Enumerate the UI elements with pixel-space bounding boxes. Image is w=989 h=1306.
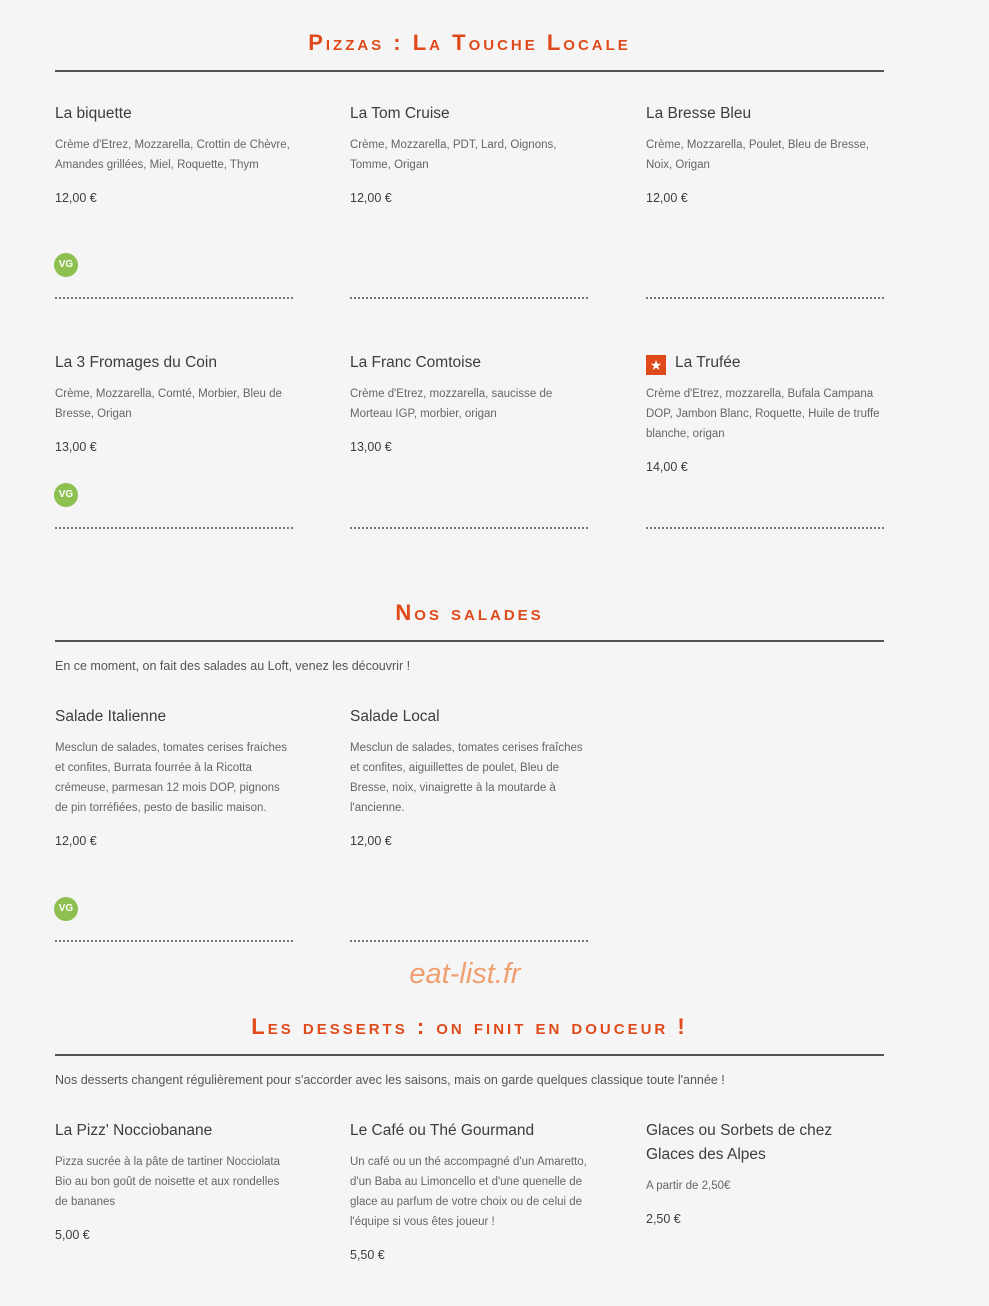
- menu-item: [55, 705, 293, 848]
- item-description: Pizza sucrée à la pâte de tartiner Nocciolata Bio au bon goût de noisette et aux rondelles de bananes: [55, 1156, 281, 1208]
- item-description: Crème, Mozzarella, Comté, Morbier, Bleu de Bresse, Origan: [55, 388, 282, 420]
- dotted-separator: [350, 940, 588, 942]
- item-description: Un café ou un thé accompagné d'un Amaretto, d'un Baba au Limoncello et d'une quenelle de glace au parfum de votre choix ou de celui de l'équipe si vous êtes joueur !: [350, 1156, 587, 1228]
- item-name: La Tom Cruise: [350, 105, 450, 122]
- item-price: 12,00 €: [55, 834, 97, 848]
- item-name: Salade Local: [350, 708, 440, 725]
- vegetarian-badge-icon: VG: [54, 897, 78, 921]
- menu-item: [350, 1119, 588, 1262]
- section-intro: Nos desserts changent régulièrement pour s'accorder avec les saisons, mais on garde quelques classique toute l'année !: [55, 1073, 725, 1087]
- item-description: Crème, Mozzarella, Poulet, Bleu de Bresse, Noix, Origan: [646, 139, 870, 171]
- item-name: La Franc Comtoise: [350, 354, 481, 371]
- section-divider: [55, 640, 884, 642]
- dotted-separator: [55, 527, 293, 529]
- section-title-pizzas: Pizzas : La Touche Locale: [308, 30, 631, 55]
- section-divider: [55, 70, 884, 72]
- item-name: [646, 351, 884, 375]
- item-price: 2,50 €: [646, 1212, 681, 1226]
- dotted-separator: [350, 297, 588, 299]
- item-description: Crème d'Etrez, Mozzarella, Crottin de Chèvre, Amandes grillées, Miel, Roquette, Thym: [55, 139, 290, 171]
- section-title-salades: Nos salades: [395, 600, 544, 625]
- item-description: Mesclun de salades, tomates cerises fraîches et confites, aiguillettes de poulet, Bleu de Bresse, noix, vinaigrette à la moutarde à l'ancienne.: [350, 742, 583, 814]
- item-description: Crème d'Etrez, mozzarella, saucisse de Morteau IGP, morbier, origan: [350, 388, 553, 420]
- menu-item: [55, 1119, 293, 1242]
- item-name-text: La Trufée: [675, 354, 741, 371]
- menu-item: [646, 351, 884, 474]
- item-price: 12,00 €: [350, 191, 392, 205]
- item-name: Salade Italienne: [55, 708, 167, 725]
- dotted-separator: [350, 527, 588, 529]
- item-price: 13,00 €: [55, 440, 97, 454]
- item-price: 12,00 €: [55, 191, 97, 205]
- dotted-separator: [646, 527, 884, 529]
- section-divider: [55, 1054, 884, 1056]
- item-name: La Pizz' Nocciobanane: [55, 1122, 213, 1139]
- vegetarian-badge-icon: VG: [54, 253, 78, 277]
- menu-item: [646, 102, 884, 205]
- item-price: 12,00 €: [646, 191, 688, 205]
- item-price: 5,50 €: [350, 1248, 385, 1262]
- item-description: Crème, Mozzarella, PDT, Lard, Oignons, Tomme, Origan: [350, 139, 557, 171]
- item-name: Glaces ou Sorbets de chez Glaces des Alpes: [646, 1122, 833, 1163]
- vegetarian-badge-icon: VG: [54, 483, 78, 507]
- dotted-separator: [646, 297, 884, 299]
- item-price: 12,00 €: [350, 834, 392, 848]
- item-name: Le Café ou Thé Gourmand: [350, 1122, 535, 1139]
- menu-item: [646, 1119, 884, 1226]
- star-icon: ★: [646, 355, 666, 375]
- dotted-separator: [55, 297, 293, 299]
- item-name: La Bresse Bleu: [646, 105, 752, 122]
- item-name: La biquette: [55, 105, 132, 122]
- item-price: 5,00 €: [55, 1228, 90, 1242]
- item-name: La 3 Fromages du Coin: [55, 354, 217, 371]
- item-description: Mesclun de salades, tomates cerises fraiches et confites, Burrata fourrée à la Ricotta crémeuse, parmesan 12 mois DOP, pignons de pin torréfiées, pesto de basilic maison.: [55, 742, 288, 814]
- watermark: eat-list.fr: [409, 958, 521, 990]
- item-price: 14,00 €: [646, 460, 688, 474]
- menu-item: [350, 705, 588, 848]
- section-title-desserts: Les desserts : on finit en douceur !: [251, 1014, 688, 1039]
- item-description: A partir de 2,50€: [646, 1180, 731, 1192]
- menu-item: [55, 102, 293, 205]
- item-description: Crème d'Etrez, mozzarella, Bufala Campana DOP, Jambon Blanc, Roquette, Huile de truffe blanche, origan: [646, 388, 880, 440]
- menu-item: [350, 351, 588, 454]
- dotted-separator: [55, 940, 293, 942]
- section-intro: En ce moment, on fait des salades au Loft, venez les découvrir !: [55, 659, 411, 673]
- menu-item: [55, 351, 293, 454]
- item-price: 13,00 €: [350, 440, 392, 454]
- menu-item: [350, 102, 588, 205]
